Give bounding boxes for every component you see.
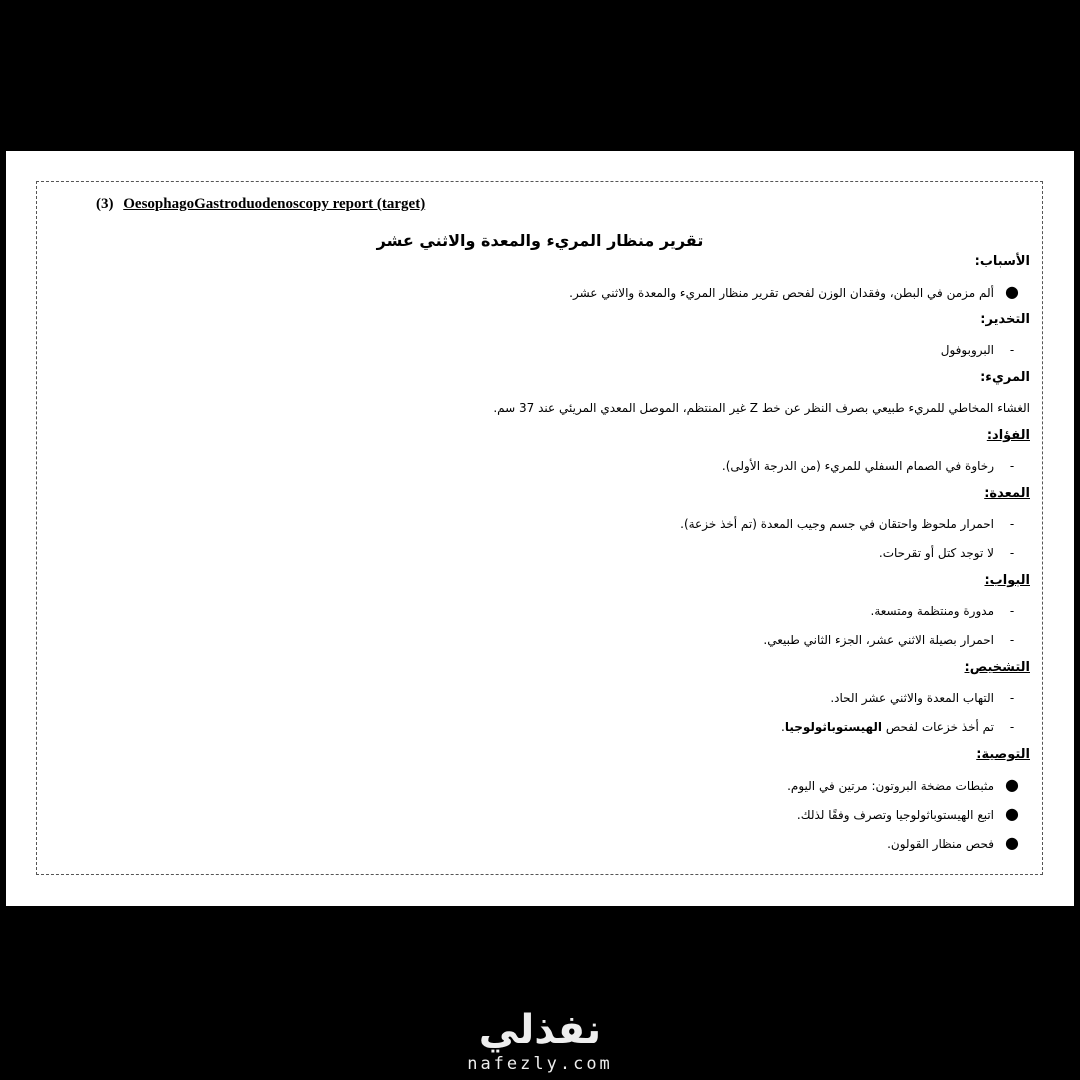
bullet-icon: ● <box>1005 833 1019 852</box>
section-heading <box>30 745 1030 774</box>
section-heading <box>30 658 1030 687</box>
section-heading-text: البواب: <box>984 573 1030 588</box>
watermark-arabic: نفذلي <box>478 1007 602 1053</box>
list-item-text: مدورة ومنتظمة ومتسعة. <box>870 604 994 618</box>
report-number: (3) <box>96 196 114 212</box>
bullet-icon: ● <box>1005 804 1019 823</box>
list-item-text: الغشاء المخاطي للمريء طبيعي بصرف النظر عن خط Z غير المنتظم، الموصل المعدي المريئي عند 37 سم. <box>493 401 1030 415</box>
section-heading-text: المريء: <box>980 370 1030 385</box>
section-heading <box>30 368 1030 397</box>
list-item-text: ألم مزمن في البطن، وفقدان الوزن لفحص تقرير منظار المريء والمعدة والاثني عشر. <box>569 286 994 300</box>
section-heading-text: الأسباب: <box>974 254 1030 269</box>
section-heading-text: التوصية: <box>976 747 1030 762</box>
list-item <box>30 600 1030 629</box>
list-item <box>30 774 1030 803</box>
section-heading <box>30 484 1030 513</box>
list-item-text: البروبوفول <box>940 343 994 357</box>
list-item <box>30 542 1030 571</box>
dash-marker: - <box>1009 720 1015 734</box>
dash-marker: - <box>1009 459 1015 473</box>
list-item-text: لا توجد كتل أو تقرحات. <box>878 546 994 560</box>
list-item-text: تم أخذ خزعات لفحص <box>885 720 994 734</box>
list-item-text: فحص منظار القولون. <box>887 837 994 851</box>
dash-marker: - <box>1009 633 1015 647</box>
list-item-text: مثبطات مضخة البروتون: مرتين في اليوم. <box>787 779 994 793</box>
bullet-icon: ● <box>1005 282 1019 301</box>
list-item-text: اتبع الهيستوباثولوجيا وتصرف وفقًا لذلك. <box>796 808 994 822</box>
list-item-text: احمرار ملحوظ واحتقان في جسم وجيب المعدة (تم أخذ خزعة). <box>680 517 994 531</box>
list-item <box>30 455 1030 484</box>
section-heading-text: المعدة: <box>984 486 1030 501</box>
list-item <box>30 397 1030 426</box>
section-heading-text: الفؤاد: <box>986 428 1030 443</box>
list-item <box>30 687 1030 716</box>
report-title-en <box>96 196 425 213</box>
section-heading-text: التخدير: <box>980 312 1030 327</box>
list-item-tail: . <box>780 720 785 734</box>
section-heading <box>30 252 1030 281</box>
watermark-latin: nafezly.com <box>467 1054 613 1074</box>
list-item <box>30 281 1030 310</box>
list-item <box>30 629 1030 658</box>
report-title-ar: تقرير منظار المريء والمعدة والاثني عشر <box>376 231 704 250</box>
section-heading <box>30 571 1030 600</box>
list-item <box>30 832 1030 861</box>
dash-marker: - <box>1009 604 1015 618</box>
report-title-text: OesophagoGastroduodenoscopy report (target) <box>123 196 426 212</box>
list-item-text: احمرار بصيلة الاثني عشر، الجزء الثاني طبيعي. <box>763 633 994 647</box>
bullet-icon: ● <box>1005 775 1019 794</box>
report-body <box>30 252 1030 861</box>
list-item-text: التهاب المعدة والاثني عشر الحاد. <box>830 691 994 705</box>
list-item <box>30 716 1030 745</box>
section-heading-text: التشخيص: <box>964 660 1030 675</box>
list-item-text: رخاوة في الصمام السفلي للمريء (من الدرجة الأولى). <box>721 459 994 473</box>
list-item-bold-term: الهيستوباثولوجيا <box>784 720 883 734</box>
dash-marker: - <box>1009 691 1015 705</box>
list-item <box>30 513 1030 542</box>
list-item <box>30 339 1030 368</box>
document-page <box>6 151 1074 906</box>
watermark-logo <box>0 1008 1080 1074</box>
dash-marker: - <box>1009 546 1015 560</box>
section-heading <box>30 310 1030 339</box>
dash-marker: - <box>1009 517 1015 531</box>
section-heading <box>30 426 1030 455</box>
dash-marker: - <box>1009 343 1015 357</box>
list-item <box>30 803 1030 832</box>
